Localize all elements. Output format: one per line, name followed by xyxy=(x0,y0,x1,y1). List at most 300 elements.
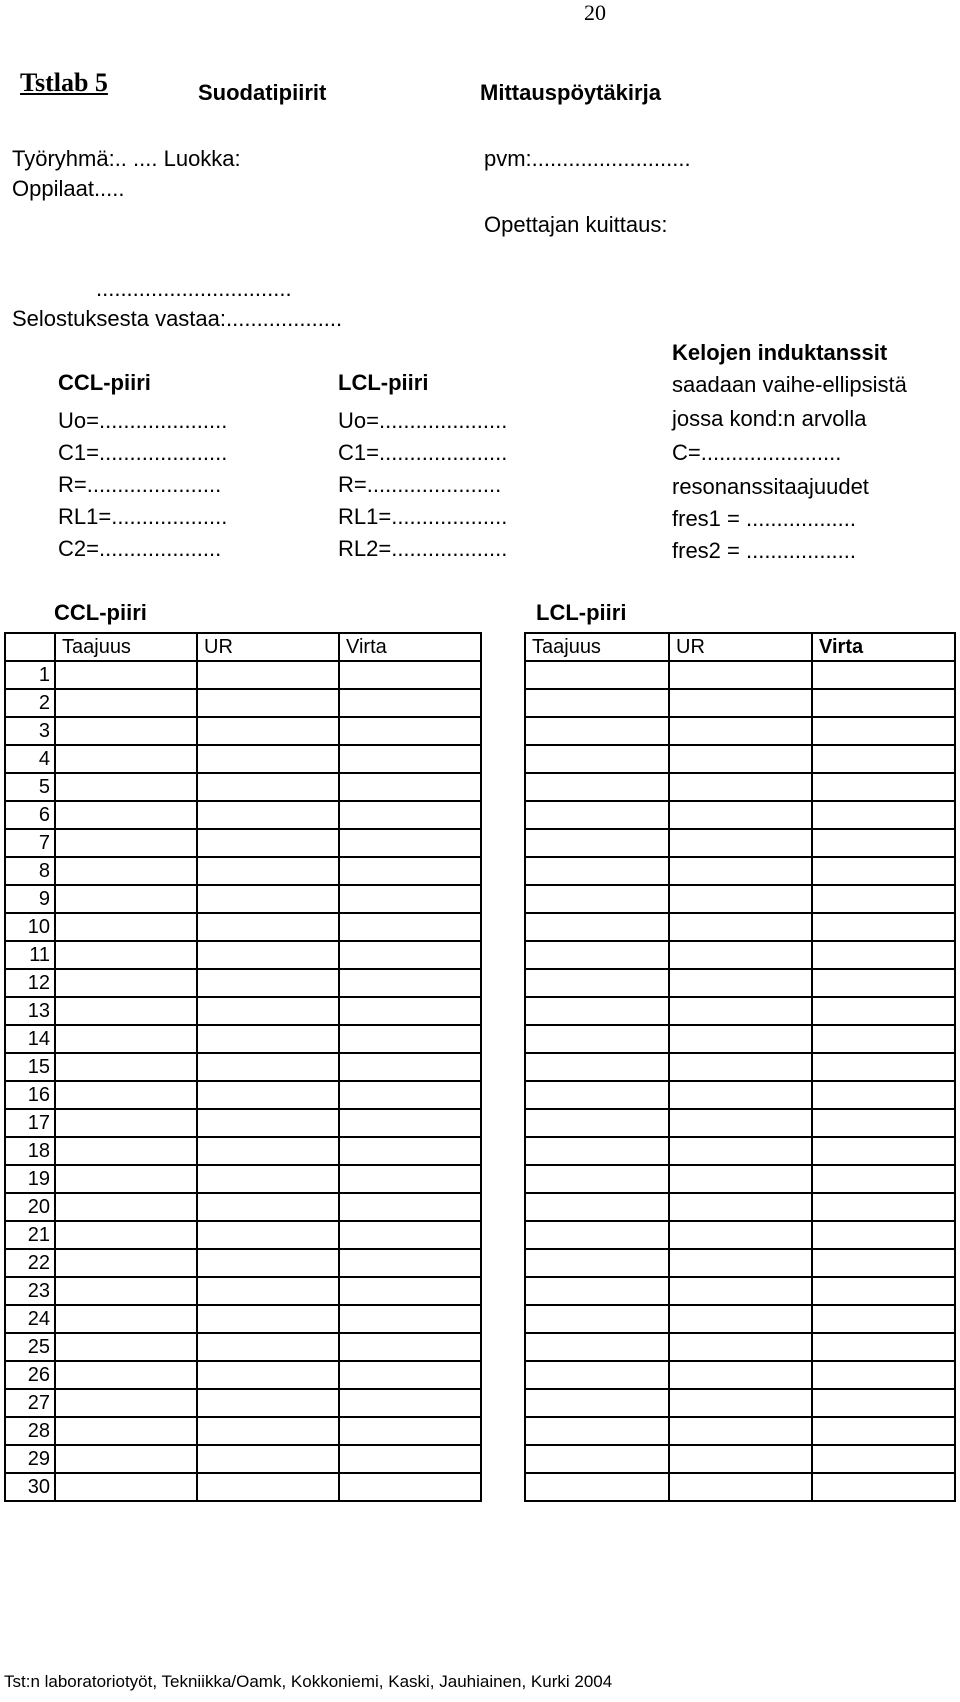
ccl-ur-header: UR xyxy=(197,633,339,661)
ccl-frequency-cell[interactable] xyxy=(55,1389,197,1417)
lcl-table-title: LCL-piiri xyxy=(536,600,627,625)
ccl-ur-cell[interactable] xyxy=(197,1193,339,1221)
ccl-ur-cell[interactable] xyxy=(197,1277,339,1305)
ccl-frequency-cell[interactable] xyxy=(55,1277,197,1305)
lcl-current-cell[interactable] xyxy=(812,1025,955,1053)
ccl-ur-cell[interactable] xyxy=(197,717,339,745)
lcl-frequency-cell[interactable] xyxy=(525,1305,669,1333)
ccl-frequency-cell[interactable] xyxy=(55,969,197,997)
lcl-frequency-cell[interactable] xyxy=(525,1053,669,1081)
lcl-current-cell[interactable] xyxy=(812,773,955,801)
lcl-ur-cell[interactable] xyxy=(669,1025,812,1053)
fres2-field: fres2 = .................. xyxy=(672,538,857,563)
lcl-param-uo: Uo=..................... xyxy=(338,408,508,433)
lcl-measurement-table xyxy=(524,632,956,1502)
ccl-ur-cell[interactable] xyxy=(197,1361,339,1389)
teacher-signature-field: Opettajan kuittaus: xyxy=(484,212,668,237)
lcl-frequency-cell[interactable] xyxy=(525,913,669,941)
row-number: 3 xyxy=(5,717,55,745)
lcl-table-row xyxy=(525,717,955,745)
row-number: 23 xyxy=(5,1277,55,1305)
lcl-frequency-cell[interactable] xyxy=(525,941,669,969)
row-number: 19 xyxy=(5,1165,55,1193)
row-number: 13 xyxy=(5,997,55,1025)
row-number: 24 xyxy=(5,1305,55,1333)
ccl-current-cell[interactable] xyxy=(339,1389,481,1417)
row-number: 14 xyxy=(5,1025,55,1053)
ccl-current-cell[interactable] xyxy=(339,941,481,969)
ccl-table-row xyxy=(5,829,481,857)
ccl-table-row xyxy=(5,941,481,969)
lcl-frequency-cell[interactable] xyxy=(525,801,669,829)
lcl-param-r: R=...................... xyxy=(338,472,502,497)
lcl-ur-cell[interactable] xyxy=(669,1417,812,1445)
lcl-table-row xyxy=(525,661,955,689)
lcl-ur-cell[interactable] xyxy=(669,885,812,913)
date-field: pvm:.......................... xyxy=(484,146,691,171)
ccl-ur-cell[interactable] xyxy=(197,913,339,941)
ccl-current-cell[interactable] xyxy=(339,969,481,997)
lcl-ur-cell[interactable] xyxy=(669,1361,812,1389)
lab-title: Tstlab 5 xyxy=(20,68,108,97)
ccl-current-cell[interactable] xyxy=(339,717,481,745)
ccl-ur-cell[interactable] xyxy=(197,997,339,1025)
lcl-table-row xyxy=(525,1305,955,1333)
lcl-table-row xyxy=(525,885,955,913)
lcl-table-row xyxy=(525,829,955,857)
lcl-ur-cell[interactable] xyxy=(669,1137,812,1165)
ccl-current-cell[interactable] xyxy=(339,1445,481,1473)
lcl-table-row xyxy=(525,1333,955,1361)
ccl-current-cell[interactable] xyxy=(339,1473,481,1501)
ccl-table-header-row xyxy=(5,633,481,661)
lcl-current-cell[interactable] xyxy=(812,661,955,689)
lcl-frequency-cell[interactable] xyxy=(525,1361,669,1389)
lcl-current-cell[interactable] xyxy=(812,1137,955,1165)
ccl-table-row xyxy=(5,1305,481,1333)
lcl-ur-cell[interactable] xyxy=(669,801,812,829)
lcl-ur-cell[interactable] xyxy=(669,941,812,969)
ccl-ur-cell[interactable] xyxy=(197,829,339,857)
ccl-ur-cell[interactable] xyxy=(197,689,339,717)
ccl-ur-cell[interactable] xyxy=(197,1305,339,1333)
ccl-ur-cell[interactable] xyxy=(197,941,339,969)
ccl-table-row xyxy=(5,801,481,829)
report-responsible-field: Selostuksesta vastaa:................... xyxy=(12,306,343,331)
lcl-frequency-cell[interactable] xyxy=(525,1389,669,1417)
lcl-current-cell[interactable] xyxy=(812,717,955,745)
ccl-ur-cell[interactable] xyxy=(197,1165,339,1193)
lcl-frequency-cell[interactable] xyxy=(525,1417,669,1445)
lcl-current-cell[interactable] xyxy=(812,1417,955,1445)
ccl-frequency-cell[interactable] xyxy=(55,745,197,773)
ccl-current-cell[interactable] xyxy=(339,1249,481,1277)
ccl-ur-cell[interactable] xyxy=(197,661,339,689)
lcl-current-cell[interactable] xyxy=(812,857,955,885)
lcl-table-row xyxy=(525,1025,955,1053)
ccl-frequency-cell[interactable] xyxy=(55,1025,197,1053)
ccl-table-row xyxy=(5,913,481,941)
lcl-current-cell[interactable] xyxy=(812,1249,955,1277)
ccl-measurement-table xyxy=(4,632,482,1502)
ccl-table-row xyxy=(5,745,481,773)
ccl-ur-cell[interactable] xyxy=(197,773,339,801)
row-number: 17 xyxy=(5,1109,55,1137)
lcl-table-row xyxy=(525,1249,955,1277)
ccl-table-row xyxy=(5,1053,481,1081)
lcl-current-cell[interactable] xyxy=(812,1305,955,1333)
ccl-frequency-cell[interactable] xyxy=(55,1305,197,1333)
ccl-current-cell[interactable] xyxy=(339,1053,481,1081)
ccl-ur-cell[interactable] xyxy=(197,1137,339,1165)
measurement-protocol-title: Mittauspöytäkirja xyxy=(480,80,661,105)
ccl-table-row xyxy=(5,1025,481,1053)
ccl-current-cell[interactable] xyxy=(339,1361,481,1389)
lcl-ur-cell[interactable] xyxy=(669,1445,812,1473)
ccl-ur-cell[interactable] xyxy=(197,1221,339,1249)
lcl-frequency-cell[interactable] xyxy=(525,829,669,857)
ccl-frequency-cell[interactable] xyxy=(55,801,197,829)
lcl-frequency-cell[interactable] xyxy=(525,1333,669,1361)
lcl-table-row xyxy=(525,1165,955,1193)
ccl-current-cell[interactable] xyxy=(339,773,481,801)
ccl-current-cell[interactable] xyxy=(339,1221,481,1249)
lcl-frequency-cell[interactable] xyxy=(525,857,669,885)
lcl-ur-cell[interactable] xyxy=(669,745,812,773)
ccl-current-cell[interactable] xyxy=(339,913,481,941)
ccl-ur-cell[interactable] xyxy=(197,885,339,913)
lcl-current-cell[interactable] xyxy=(812,1361,955,1389)
ccl-frequency-cell[interactable] xyxy=(55,1249,197,1277)
lcl-ur-cell[interactable] xyxy=(669,689,812,717)
lcl-frequency-cell[interactable] xyxy=(525,1445,669,1473)
lcl-ur-cell[interactable] xyxy=(669,1389,812,1417)
row-number: 22 xyxy=(5,1249,55,1277)
lcl-frequency-header: Taajuus xyxy=(525,633,669,661)
ccl-frequency-cell[interactable] xyxy=(55,1333,197,1361)
ccl-ur-cell[interactable] xyxy=(197,1417,339,1445)
row-number: 10 xyxy=(5,913,55,941)
ccl-table-row xyxy=(5,1473,481,1501)
ccl-frequency-cell[interactable] xyxy=(55,689,197,717)
ccl-table-row xyxy=(5,689,481,717)
ccl-current-cell[interactable] xyxy=(339,1025,481,1053)
lcl-table-row xyxy=(525,997,955,1025)
ccl-ur-cell[interactable] xyxy=(197,1081,339,1109)
lcl-current-cell[interactable] xyxy=(812,1277,955,1305)
lcl-ur-cell[interactable] xyxy=(669,1193,812,1221)
lcl-current-cell[interactable] xyxy=(812,1389,955,1417)
ccl-current-cell[interactable] xyxy=(339,689,481,717)
row-number: 21 xyxy=(5,1221,55,1249)
signature-dots-line: ................................ xyxy=(96,276,292,301)
lcl-ur-cell[interactable] xyxy=(669,773,812,801)
lcl-table-row xyxy=(525,773,955,801)
group-class-field: Työryhmä:.. .... Luokka: xyxy=(12,146,241,171)
lcl-ur-cell[interactable] xyxy=(669,1249,812,1277)
lcl-table-row xyxy=(525,689,955,717)
row-number: 12 xyxy=(5,969,55,997)
ccl-ur-cell[interactable] xyxy=(197,1025,339,1053)
ccl-current-cell[interactable] xyxy=(339,1081,481,1109)
lcl-current-cell[interactable] xyxy=(812,801,955,829)
lcl-current-cell[interactable] xyxy=(812,941,955,969)
lcl-ur-cell[interactable] xyxy=(669,1277,812,1305)
lcl-table-row xyxy=(525,913,955,941)
ccl-param-c1: C1=..................... xyxy=(58,440,228,465)
ccl-ur-cell[interactable] xyxy=(197,1249,339,1277)
lcl-frequency-cell[interactable] xyxy=(525,1109,669,1137)
lcl-current-cell[interactable] xyxy=(812,1053,955,1081)
row-number: 18 xyxy=(5,1137,55,1165)
ccl-table-row xyxy=(5,1165,481,1193)
ccl-frequency-cell[interactable] xyxy=(55,1445,197,1473)
lcl-current-cell[interactable] xyxy=(812,969,955,997)
lcl-current-cell[interactable] xyxy=(812,1473,955,1501)
ccl-table-row xyxy=(5,1389,481,1417)
lcl-table-row xyxy=(525,1389,955,1417)
ccl-frequency-header: Taajuus xyxy=(55,633,197,661)
lcl-frequency-cell[interactable] xyxy=(525,1165,669,1193)
lcl-table-row xyxy=(525,857,955,885)
lcl-frequency-cell[interactable] xyxy=(525,1193,669,1221)
lcl-ur-cell[interactable] xyxy=(669,1473,812,1501)
ccl-frequency-cell[interactable] xyxy=(55,1109,197,1137)
ccl-current-cell[interactable] xyxy=(339,829,481,857)
ccl-table-row xyxy=(5,997,481,1025)
lcl-current-header: Virta xyxy=(812,633,955,661)
lcl-current-cell[interactable] xyxy=(812,1333,955,1361)
row-number: 30 xyxy=(5,1473,55,1501)
ccl-table-row xyxy=(5,661,481,689)
ccl-current-cell[interactable] xyxy=(339,1277,481,1305)
ccl-table-row xyxy=(5,1277,481,1305)
ccl-row-number-header xyxy=(5,633,55,661)
lcl-ur-cell[interactable] xyxy=(669,1221,812,1249)
lcl-current-cell[interactable] xyxy=(812,1193,955,1221)
lcl-table-row xyxy=(525,941,955,969)
ccl-table-row xyxy=(5,1445,481,1473)
lcl-ur-cell[interactable] xyxy=(669,1165,812,1193)
ccl-param-c2: C2=.................... xyxy=(58,536,222,561)
row-number: 7 xyxy=(5,829,55,857)
ccl-frequency-cell[interactable] xyxy=(55,773,197,801)
ccl-current-cell[interactable] xyxy=(339,745,481,773)
footer-credits: Tst:n laboratoriotyöt, Tekniikka/Oamk, Kokkoniemi, Kaski, Jauhiainen, Kurki 2004 xyxy=(4,1672,613,1691)
lcl-current-cell[interactable] xyxy=(812,1221,955,1249)
row-number: 1 xyxy=(5,661,55,689)
lcl-table-row xyxy=(525,1221,955,1249)
ccl-ur-cell[interactable] xyxy=(197,1109,339,1137)
lcl-current-cell[interactable] xyxy=(812,885,955,913)
lcl-table-row xyxy=(525,1053,955,1081)
ccl-table-row xyxy=(5,969,481,997)
ccl-current-cell[interactable] xyxy=(339,801,481,829)
inductance-line-2: jossa kond:n arvolla xyxy=(672,406,867,431)
students-field: Oppilaat..... xyxy=(12,176,125,201)
ccl-frequency-cell[interactable] xyxy=(55,885,197,913)
lcl-ur-cell[interactable] xyxy=(669,1081,812,1109)
ccl-param-rl1: RL1=................... xyxy=(58,504,228,529)
ccl-current-cell[interactable] xyxy=(339,885,481,913)
ccl-current-cell[interactable] xyxy=(339,1305,481,1333)
page-number: 20 xyxy=(584,0,606,25)
lcl-ur-cell[interactable] xyxy=(669,913,812,941)
ccl-ur-cell[interactable] xyxy=(197,969,339,997)
ccl-frequency-cell[interactable] xyxy=(55,1221,197,1249)
lcl-current-cell[interactable] xyxy=(812,1109,955,1137)
lcl-ur-cell[interactable] xyxy=(669,717,812,745)
inductance-title: Kelojen induktanssit xyxy=(672,340,888,365)
ccl-table-row xyxy=(5,885,481,913)
ccl-current-cell[interactable] xyxy=(339,1193,481,1221)
ccl-frequency-cell[interactable] xyxy=(55,1361,197,1389)
lcl-frequency-cell[interactable] xyxy=(525,1277,669,1305)
lcl-frequency-cell[interactable] xyxy=(525,1137,669,1165)
ccl-ur-cell[interactable] xyxy=(197,1445,339,1473)
ccl-ur-cell[interactable] xyxy=(197,1389,339,1417)
ccl-current-cell[interactable] xyxy=(339,1333,481,1361)
row-number: 16 xyxy=(5,1081,55,1109)
ccl-table-row xyxy=(5,1221,481,1249)
lcl-ur-cell[interactable] xyxy=(669,829,812,857)
ccl-frequency-cell[interactable] xyxy=(55,1081,197,1109)
ccl-current-cell[interactable] xyxy=(339,1417,481,1445)
lcl-table-row xyxy=(525,1361,955,1389)
lcl-ur-cell[interactable] xyxy=(669,1053,812,1081)
ccl-params-title: CCL-piiri xyxy=(58,370,151,395)
fres1-field: fres1 = .................. xyxy=(672,506,857,531)
lcl-frequency-cell[interactable] xyxy=(525,773,669,801)
ccl-current-cell[interactable] xyxy=(339,997,481,1025)
lcl-frequency-cell[interactable] xyxy=(525,1249,669,1277)
lcl-ur-cell[interactable] xyxy=(669,1305,812,1333)
lcl-frequency-cell[interactable] xyxy=(525,1473,669,1501)
lcl-frequency-cell[interactable] xyxy=(525,1221,669,1249)
ccl-frequency-cell[interactable] xyxy=(55,1193,197,1221)
lcl-frequency-cell[interactable] xyxy=(525,1081,669,1109)
lcl-current-cell[interactable] xyxy=(812,829,955,857)
lcl-ur-cell[interactable] xyxy=(669,997,812,1025)
ccl-param-uo: Uo=..................... xyxy=(58,408,228,433)
lcl-ur-cell[interactable] xyxy=(669,1109,812,1137)
row-number: 2 xyxy=(5,689,55,717)
ccl-frequency-cell[interactable] xyxy=(55,1053,197,1081)
lcl-ur-cell[interactable] xyxy=(669,661,812,689)
row-number: 28 xyxy=(5,1417,55,1445)
ccl-ur-cell[interactable] xyxy=(197,745,339,773)
ccl-ur-cell[interactable] xyxy=(197,1053,339,1081)
lcl-table-row xyxy=(525,1473,955,1501)
row-number: 5 xyxy=(5,773,55,801)
row-number: 11 xyxy=(5,941,55,969)
lcl-table-row xyxy=(525,1277,955,1305)
lcl-param-rl2: RL2=................... xyxy=(338,536,508,561)
ccl-frequency-cell[interactable] xyxy=(55,941,197,969)
ccl-table-title: CCL-piiri xyxy=(54,600,147,625)
ccl-frequency-cell[interactable] xyxy=(55,1165,197,1193)
lcl-frequency-cell[interactable] xyxy=(525,689,669,717)
ccl-ur-cell[interactable] xyxy=(197,801,339,829)
ccl-ur-cell[interactable] xyxy=(197,857,339,885)
lcl-frequency-cell[interactable] xyxy=(525,969,669,997)
ccl-current-cell[interactable] xyxy=(339,1165,481,1193)
lcl-current-cell[interactable] xyxy=(812,1445,955,1473)
ccl-current-cell[interactable] xyxy=(339,1109,481,1137)
lcl-frequency-cell[interactable] xyxy=(525,717,669,745)
row-number: 8 xyxy=(5,857,55,885)
lcl-table-row xyxy=(525,969,955,997)
lcl-ur-cell[interactable] xyxy=(669,1333,812,1361)
lcl-table-row xyxy=(525,1081,955,1109)
lcl-table-row xyxy=(525,1193,955,1221)
lcl-current-cell[interactable] xyxy=(812,1081,955,1109)
ccl-table-row xyxy=(5,1081,481,1109)
row-number: 4 xyxy=(5,745,55,773)
ccl-table-row xyxy=(5,773,481,801)
ccl-frequency-cell[interactable] xyxy=(55,717,197,745)
ccl-table-row xyxy=(5,857,481,885)
lcl-table-row xyxy=(525,1137,955,1165)
ccl-frequency-cell[interactable] xyxy=(55,1137,197,1165)
ccl-ur-cell[interactable] xyxy=(197,1473,339,1501)
lcl-ur-cell[interactable] xyxy=(669,857,812,885)
lcl-frequency-cell[interactable] xyxy=(525,885,669,913)
ccl-frequency-cell[interactable] xyxy=(55,829,197,857)
ccl-table-row xyxy=(5,1361,481,1389)
lcl-current-cell[interactable] xyxy=(812,913,955,941)
inductance-line-1: saadaan vaihe-ellipsistä xyxy=(672,372,907,397)
ccl-current-header: Virta xyxy=(339,633,481,661)
ccl-frequency-cell[interactable] xyxy=(55,661,197,689)
lcl-params-title: LCL-piiri xyxy=(338,370,429,395)
ccl-current-cell[interactable] xyxy=(339,661,481,689)
ccl-table-row xyxy=(5,1137,481,1165)
lcl-ur-cell[interactable] xyxy=(669,969,812,997)
ccl-table-row xyxy=(5,1109,481,1137)
ccl-frequency-cell[interactable] xyxy=(55,857,197,885)
lcl-table-row xyxy=(525,801,955,829)
ccl-frequency-cell[interactable] xyxy=(55,913,197,941)
lcl-frequency-cell[interactable] xyxy=(525,1025,669,1053)
ccl-table-row xyxy=(5,717,481,745)
ccl-frequency-cell[interactable] xyxy=(55,1473,197,1501)
lcl-table-row xyxy=(525,1445,955,1473)
lcl-table-header-row xyxy=(525,633,955,661)
ccl-current-cell[interactable] xyxy=(339,857,481,885)
lcl-frequency-cell[interactable] xyxy=(525,745,669,773)
lcl-frequency-cell[interactable] xyxy=(525,661,669,689)
ccl-current-cell[interactable] xyxy=(339,1137,481,1165)
lcl-current-cell[interactable] xyxy=(812,689,955,717)
lcl-table-row xyxy=(525,745,955,773)
lcl-ur-header: UR xyxy=(669,633,812,661)
ccl-param-r: R=...................... xyxy=(58,472,222,497)
ccl-ur-cell[interactable] xyxy=(197,1333,339,1361)
row-number: 6 xyxy=(5,801,55,829)
ccl-table-row xyxy=(5,1193,481,1221)
row-number: 20 xyxy=(5,1193,55,1221)
lcl-current-cell[interactable] xyxy=(812,997,955,1025)
lcl-current-cell[interactable] xyxy=(812,1165,955,1193)
lcl-param-rl1: RL1=................... xyxy=(338,504,508,529)
ccl-frequency-cell[interactable] xyxy=(55,997,197,1025)
lcl-current-cell[interactable] xyxy=(812,745,955,773)
ccl-frequency-cell[interactable] xyxy=(55,1417,197,1445)
ccl-table-row xyxy=(5,1249,481,1277)
ccl-table-row xyxy=(5,1417,481,1445)
lcl-frequency-cell[interactable] xyxy=(525,997,669,1025)
